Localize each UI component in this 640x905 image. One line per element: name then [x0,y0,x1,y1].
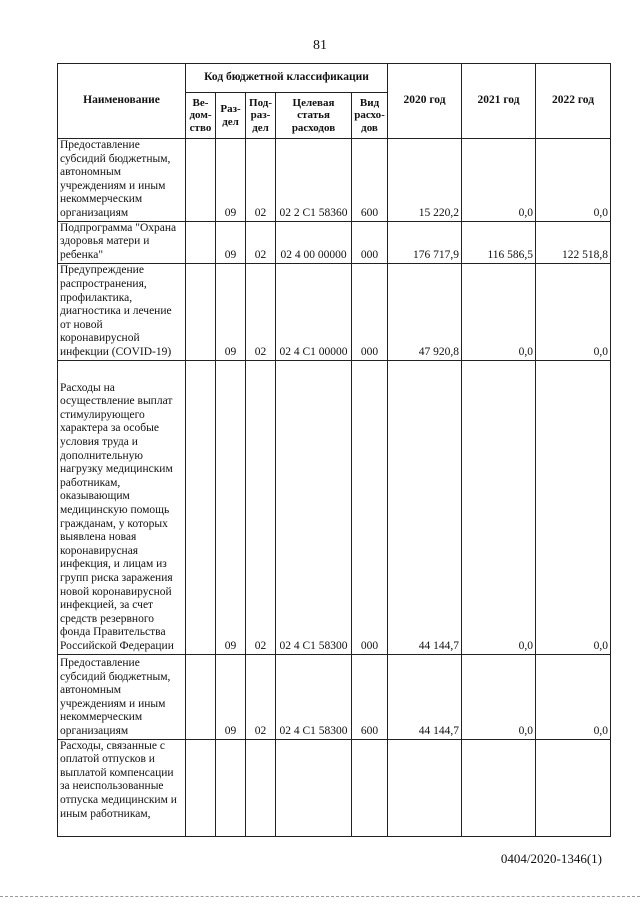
row-podrazdel: 02 [246,221,276,263]
row-podrazdel: 02 [246,263,276,360]
row-podrazdel: 02 [246,360,276,654]
row-name: Предоставление субсидий бюджетным, автономным учреждениям и иным некоммерческим организациям [58,654,186,739]
row-vid: 000 [352,360,388,654]
row-name: Подпрограмма "Охрана здоровья матери и ребенка" [58,221,186,263]
row-2022: 0,0 [536,263,611,360]
row-ved [186,739,216,836]
header-vedomstvo: Ве- дом- ство [186,93,216,139]
row-csr: 02 4 С1 58300 [276,654,352,739]
row-2020: 44 144,7 [388,360,462,654]
row-ved [186,263,216,360]
header-2022: 2022 год [536,64,611,139]
table-row [58,221,611,263]
row-csr: 02 4 00 00000 [276,221,352,263]
row-ved [186,221,216,263]
row-razdel: 09 [216,221,246,263]
header-razdel: Раз- дел [216,93,246,139]
row-name: Расходы на осуществление выплат стимулирующего характера за особые условия труда и дополнительную нагрузку медицинским работникам, оказывающим медицинскую помощь гражданам, у которых выявлена новая коронавирусная инфекция, и лицам из групп риска заражения новой коронавирусной инфекцией, за счет средств резервного фонда Правительства Российской Федерации [58,360,186,654]
page-number: 81 [313,38,327,53]
row-csr: 02 4 С1 00000 [276,263,352,360]
row-2022 [536,739,611,836]
row-2020: 176 717,9 [388,221,462,263]
row-csr: 02 2 С1 58360 [276,139,352,222]
budget-table [57,63,611,837]
row-razdel [216,739,246,836]
row-2022: 0,0 [536,654,611,739]
row-ved [186,654,216,739]
row-vid: 000 [352,221,388,263]
row-podrazdel: 02 [246,139,276,222]
row-csr [276,739,352,836]
row-podrazdel [246,739,276,836]
row-2021 [462,739,536,836]
table-row [58,139,611,222]
document-code: 0404/2020-1346(1) [500,851,602,866]
row-vid: 600 [352,139,388,222]
row-2022: 0,0 [536,360,611,654]
row-2021: 116 586,5 [462,221,536,263]
header-code-group: Код бюджетной классификации [186,64,388,93]
header-2021: 2021 год [462,64,536,139]
row-podrazdel: 02 [246,654,276,739]
scan-edge-divider [0,896,640,898]
row-2021: 0,0 [462,139,536,222]
row-name: Предупреждение распространения, профилактика, диагностика и лечение от новой коронавирусной инфекции (COVID-19) [58,263,186,360]
row-2022: 0,0 [536,139,611,222]
table-row [58,654,611,739]
table-row [58,739,611,836]
row-vid: 600 [352,654,388,739]
row-2020: 15 220,2 [388,139,462,222]
row-2022: 122 518,8 [536,221,611,263]
row-2020 [388,739,462,836]
header-name: Наименование [58,64,186,139]
table-row [58,360,611,654]
header-2020: 2020 год [388,64,462,139]
row-vid [352,739,388,836]
row-2021: 0,0 [462,360,536,654]
row-vid: 000 [352,263,388,360]
row-name: Расходы, связанные с оплатой отпусков и выплатой компенсации за неиспользованные отпуска медицинским и иным работникам, [58,739,186,836]
row-csr: 02 4 С1 58300 [276,360,352,654]
row-ved [186,139,216,222]
header-celevaya: Целевая статья расходов [276,93,352,139]
row-2020: 47 920,8 [388,263,462,360]
row-razdel: 09 [216,360,246,654]
row-razdel: 09 [216,139,246,222]
header-podrazdel: Под- раз- дел [246,93,276,139]
row-2020: 44 144,7 [388,654,462,739]
row-2021: 0,0 [462,654,536,739]
row-ved [186,360,216,654]
row-razdel: 09 [216,654,246,739]
row-2021: 0,0 [462,263,536,360]
header-vid: Вид расхо- дов [352,93,388,139]
table-row [58,263,611,360]
row-razdel: 09 [216,263,246,360]
row-name: Предоставление субсидий бюджетным, автономным учреждениям и иным некоммерческим организациям [58,139,186,222]
